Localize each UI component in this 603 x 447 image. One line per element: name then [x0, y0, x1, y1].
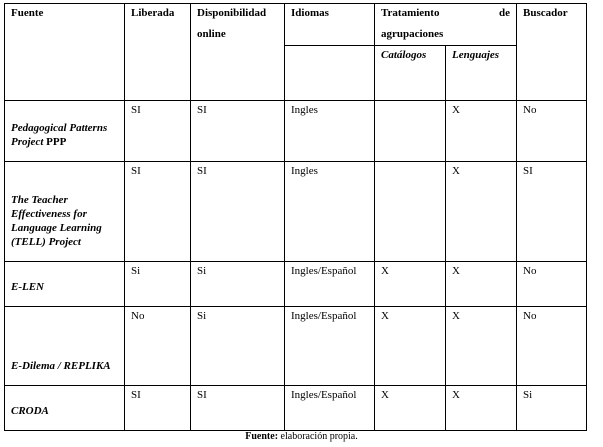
cell-disponibilidad: Si [191, 262, 285, 307]
cell-catalogos [375, 101, 446, 162]
cell-buscador: No [517, 262, 587, 307]
table-row [5, 262, 587, 307]
cell-disponibilidad: SI [191, 386, 285, 431]
cell-disponibilidad: Si [191, 307, 285, 386]
comparison-table [4, 3, 587, 431]
header-idiomas-empty [285, 46, 375, 101]
table-row [5, 307, 587, 386]
cell-liberada: No [125, 307, 191, 386]
row-fuente-italic: Pedagogical Patterns Project [11, 122, 108, 148]
cell-lenguajes: X [446, 307, 517, 386]
table-row [5, 162, 587, 262]
cell-liberada: SI [125, 162, 191, 262]
cell-liberada: Si [125, 262, 191, 307]
row-fuente-italic: The Teacher Effectiveness for Language Learning (TELL) Project [11, 194, 102, 248]
caption-label: Fuente: [245, 431, 279, 442]
row-fuente-italic: E-LEN [11, 281, 44, 293]
cell-idiomas: Ingles [285, 101, 375, 162]
cell-buscador: No [517, 307, 587, 386]
cell-catalogos: X [375, 386, 446, 431]
cell-buscador: SI [517, 162, 587, 262]
header-tratamiento-word: Tratamiento [381, 7, 440, 19]
cell-idiomas: Ingles [285, 162, 375, 262]
header-catalogos-label: Catálogos [381, 49, 427, 61]
header-tratamiento-de: de [499, 7, 510, 19]
header-disponibilidad-line1: Disponibilidad [197, 7, 267, 19]
header-row [5, 4, 587, 46]
cell-liberada: SI [125, 101, 191, 162]
table-row [5, 386, 587, 431]
header-buscador-label: Buscador [523, 7, 568, 19]
row-fuente [5, 262, 125, 307]
header-lenguajes-label: Lenguajes [452, 49, 500, 61]
row-fuente-italic: CRODA [11, 405, 49, 417]
cell-catalogos [375, 162, 446, 262]
row-fuente-bold: PPP [46, 136, 67, 148]
header-tratamiento [375, 4, 517, 46]
row-fuente [5, 162, 125, 262]
header-tratamiento-line1 [381, 6, 510, 20]
cell-catalogos: X [375, 262, 446, 307]
cell-lenguajes: X [446, 162, 517, 262]
header-disponibilidad-line2: online [197, 28, 226, 40]
cell-buscador: Si [517, 386, 587, 431]
cell-lenguajes: X [446, 386, 517, 431]
row-fuente [5, 386, 125, 431]
header-catalogos [375, 46, 446, 101]
caption-text: elaboración propia. [278, 431, 358, 442]
header-liberada-label: Liberada [131, 7, 175, 19]
header-disponibilidad [191, 4, 285, 101]
header-idiomas-label: Idiomas [291, 7, 329, 19]
row-fuente [5, 307, 125, 386]
cell-lenguajes: X [446, 262, 517, 307]
cell-disponibilidad: SI [191, 101, 285, 162]
header-lenguajes [446, 46, 517, 101]
header-idiomas [285, 4, 375, 46]
cell-idiomas: Ingles/Español [285, 262, 375, 307]
cell-disponibilidad: SI [191, 162, 285, 262]
cell-lenguajes: X [446, 101, 517, 162]
cell-catalogos: X [375, 307, 446, 386]
table-caption [0, 431, 603, 443]
row-fuente [5, 101, 125, 162]
cell-buscador: No [517, 101, 587, 162]
header-fuente [5, 4, 125, 101]
cell-idiomas: Ingles/Español [285, 386, 375, 431]
header-fuente-label: Fuente [11, 7, 44, 19]
row-fuente-italic: E-Dilema / REPLIKA [11, 360, 111, 372]
cell-idiomas: Ingles/Español [285, 307, 375, 386]
header-tratamiento-line2: agrupaciones [381, 28, 444, 40]
table-row [5, 101, 587, 162]
header-liberada [125, 4, 191, 101]
cell-liberada: SI [125, 386, 191, 431]
header-buscador [517, 4, 587, 101]
